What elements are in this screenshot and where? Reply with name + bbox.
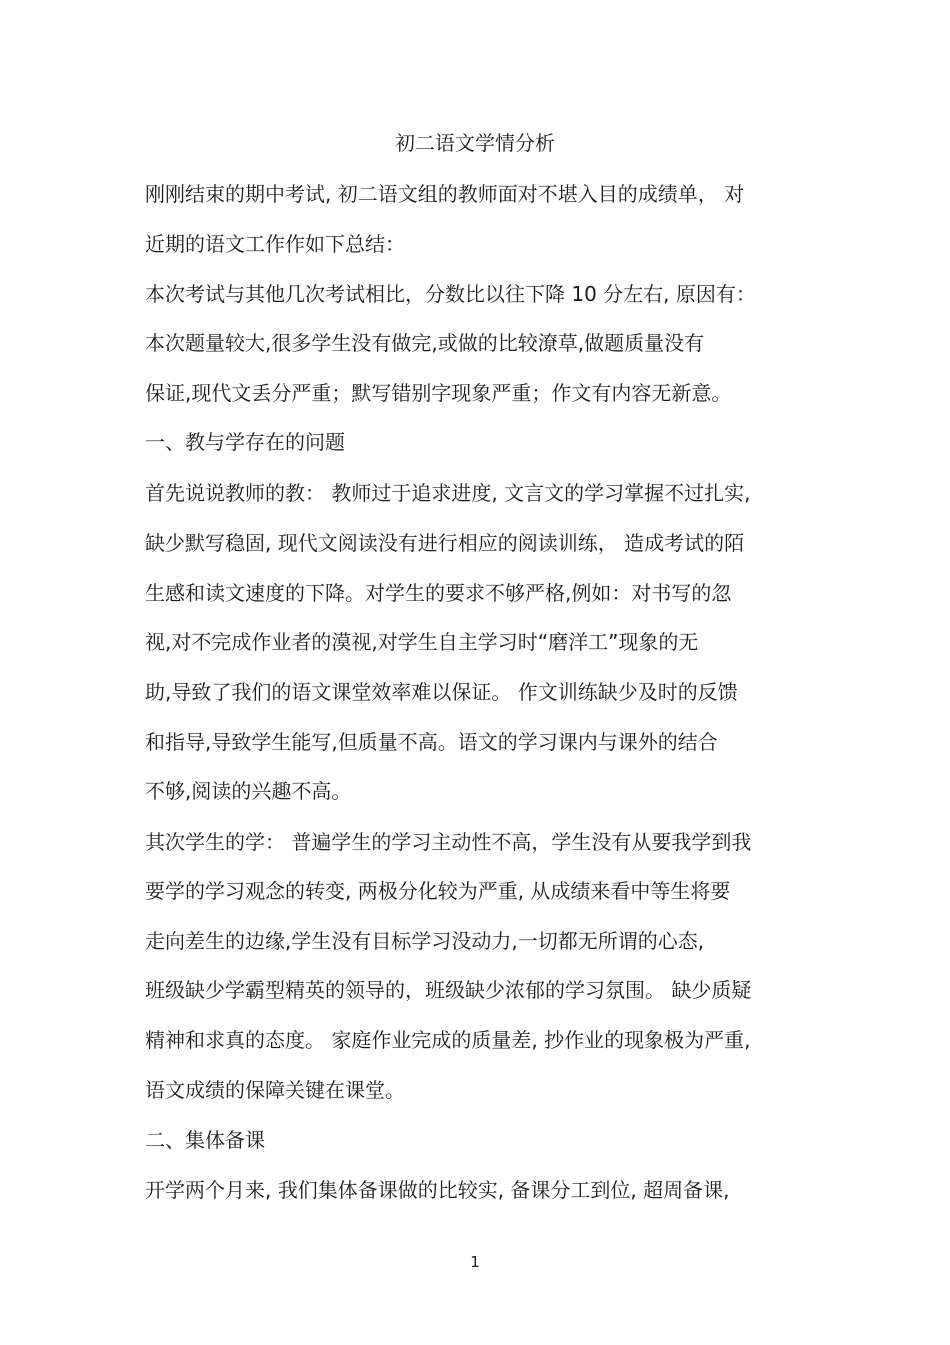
document-title: 初二语文学情分析 bbox=[395, 131, 555, 155]
paragraph-line: 刚刚结束的期中考试, 初二语文组的教师面对不堪入目的成绩单， 对 bbox=[145, 182, 745, 206]
paragraph-line: 近期的语文工作作如下总结： bbox=[145, 232, 405, 256]
paragraph-line: 精神和求真的态度。 家庭作业完成的质量差, 抄作业的现象极为严重, bbox=[145, 1028, 751, 1052]
paragraph-line: 缺少默写稳固, 现代文阅读没有进行相应的阅读训练， 造成考试的陌 bbox=[145, 531, 745, 555]
paragraph-line: 和指导,导致学生能写,但质量不高。语文的学习课内与课外的结合 bbox=[145, 730, 718, 754]
paragraph-line: 其次学生的学： 普遍学生的学习主动性不高，学生没有从要我学到我 bbox=[145, 830, 752, 854]
paragraph-line: 班级缺少学霸型精英的领导的，班级缺少浓郁的学习氛围。 缺少质疑 bbox=[145, 978, 752, 1002]
section-heading: 二、集体备课 bbox=[145, 1128, 265, 1152]
paragraph-line: 视,对不完成作业者的漠视,对学生自主学习时“磨洋工”现象的无 bbox=[145, 630, 699, 654]
paragraph-line: 本次题量较大,很多学生没有做完,或做的比较潦草,做题质量没有 bbox=[145, 331, 705, 355]
paragraph-line: 首先说说教师的教： 教师过于追求进度, 文言文的学习掌握不过扎实, bbox=[145, 481, 751, 505]
page-number: 1 bbox=[470, 1253, 480, 1271]
paragraph-line: 本次考试与其他几次考试相比，分数比以往下降 10 分左右, 原因有： bbox=[145, 282, 756, 306]
paragraph-line: 生感和读文速度的下降。对学生的要求不够严格,例如：对书写的忽 bbox=[145, 581, 732, 605]
paragraph-line: 语文成绩的保障关键在课堂。 bbox=[145, 1078, 405, 1102]
paragraph-line: 开学两个月来, 我们集体备课做的比较实, 备课分工到位, 超周备课, bbox=[145, 1178, 730, 1202]
paragraph-line: 保证,现代文丢分严重；默写错别字现象严重；作文有内容无新意。 bbox=[145, 381, 732, 405]
paragraph-line: 要学的学习观念的转变, 两极分化较为严重, 从成绩来看中等生将要 bbox=[145, 879, 731, 903]
paragraph-line: 不够,阅读的兴趣不高。 bbox=[145, 779, 352, 803]
paragraph-line: 助,导致了我们的语文课堂效率难以保证。 作文训练缺少及时的反馈 bbox=[145, 680, 738, 704]
paragraph-line: 走向差生的边缘,学生没有目标学习没动力,一切都无所谓的心态, bbox=[145, 929, 705, 953]
section-heading: 一、教与学存在的问题 bbox=[145, 430, 345, 454]
